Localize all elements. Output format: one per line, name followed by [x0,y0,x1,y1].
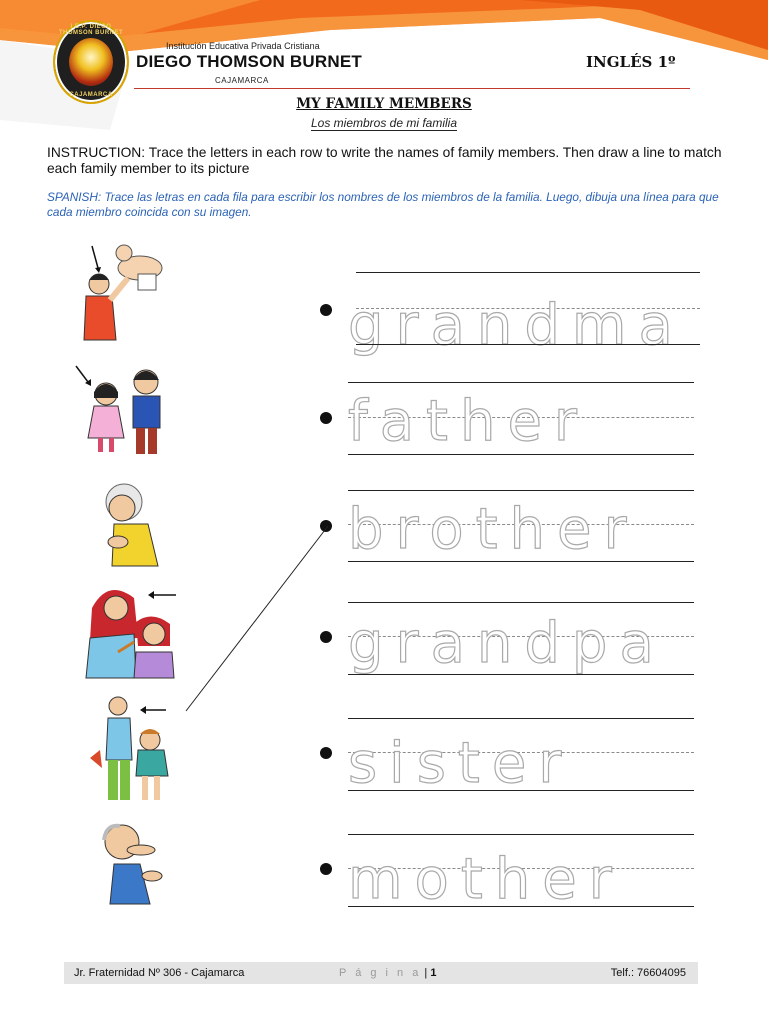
match-dot[interactable] [320,520,332,532]
trace-word[interactable]: grandma [348,293,685,358]
trace-row-mother[interactable] [318,824,698,934]
trace-word[interactable]: sister [348,731,574,796]
trace-row-brother[interactable] [318,480,698,590]
picture-grandpa [94,818,174,908]
picture-grandma [88,480,168,568]
torch-emblem [69,38,113,86]
match-dot[interactable] [320,412,332,424]
institution-city: CAJAMARCA [215,76,269,85]
base-line [348,790,694,791]
trace-row-sister[interactable] [318,708,698,818]
match-dot[interactable] [320,631,332,643]
match-dot[interactable] [320,304,332,316]
page-number: 1 [430,967,437,979]
trace-row-father[interactable] [318,372,698,482]
instruction-english: INSTRUCTION: Trace the letters in each row to write the names of family members. Then draw a line to match each family member to its picture [47,145,722,176]
base-line [356,344,700,345]
footer-phone: Telf.: 76604095 [610,967,686,979]
trace-word[interactable]: mother [348,847,624,912]
trace-row-grandma[interactable] [318,262,698,372]
picture-mother-and-daughter [78,578,188,680]
base-line [348,674,694,675]
footer [64,962,698,984]
worksheet-subtitle: Los miembros de mi familia [310,116,458,130]
trace-word[interactable]: grandpa [348,611,666,676]
top-line [348,490,694,491]
trace-word[interactable]: brother [348,497,639,562]
institution-type: Institución Educativa Privada Cristiana [166,41,320,51]
match-dot[interactable] [320,863,332,875]
page-separator: | [424,967,428,979]
logo-ring-top: I.E.P. DIEGO THOMSON BURNET [58,24,124,36]
worksheet-title: MY FAMILY MEMBERS [296,96,472,112]
top-line [348,718,694,719]
page-label: P á g i n a [339,967,422,979]
trace-row-grandpa[interactable] [318,592,698,702]
match-dot[interactable] [320,747,332,759]
top-line [348,602,694,603]
base-line [348,906,694,907]
picture-father-lifting-baby [70,238,180,348]
base-line [348,561,694,562]
picture-brother-and-sister [70,358,180,458]
footer-page [339,967,436,979]
top-line [348,382,694,383]
institution-name: DIEGO THOMSON BURNET [136,52,362,71]
top-line [348,834,694,835]
trace-word[interactable]: father [348,389,589,454]
base-line [348,454,694,455]
header-rule [134,88,690,89]
picture-brother-with-sister [78,694,198,806]
footer-address: Jr. Fraternidad Nº 306 - Cajamarca [74,967,245,979]
subject-label: INGLÉS 1º [586,53,676,71]
instruction-spanish: SPANISH: Trace las letras en cada fila para escribir los nombres de los miembros de la familia. Luego, dibuja una línea para que cada miembro coincida con su imagen. [47,190,719,219]
worksheet-subtitle-wrap [0,116,768,130]
logo-ring-bottom: CAJAMARCA [69,92,113,98]
top-line [356,272,700,273]
school-logo [53,20,129,104]
